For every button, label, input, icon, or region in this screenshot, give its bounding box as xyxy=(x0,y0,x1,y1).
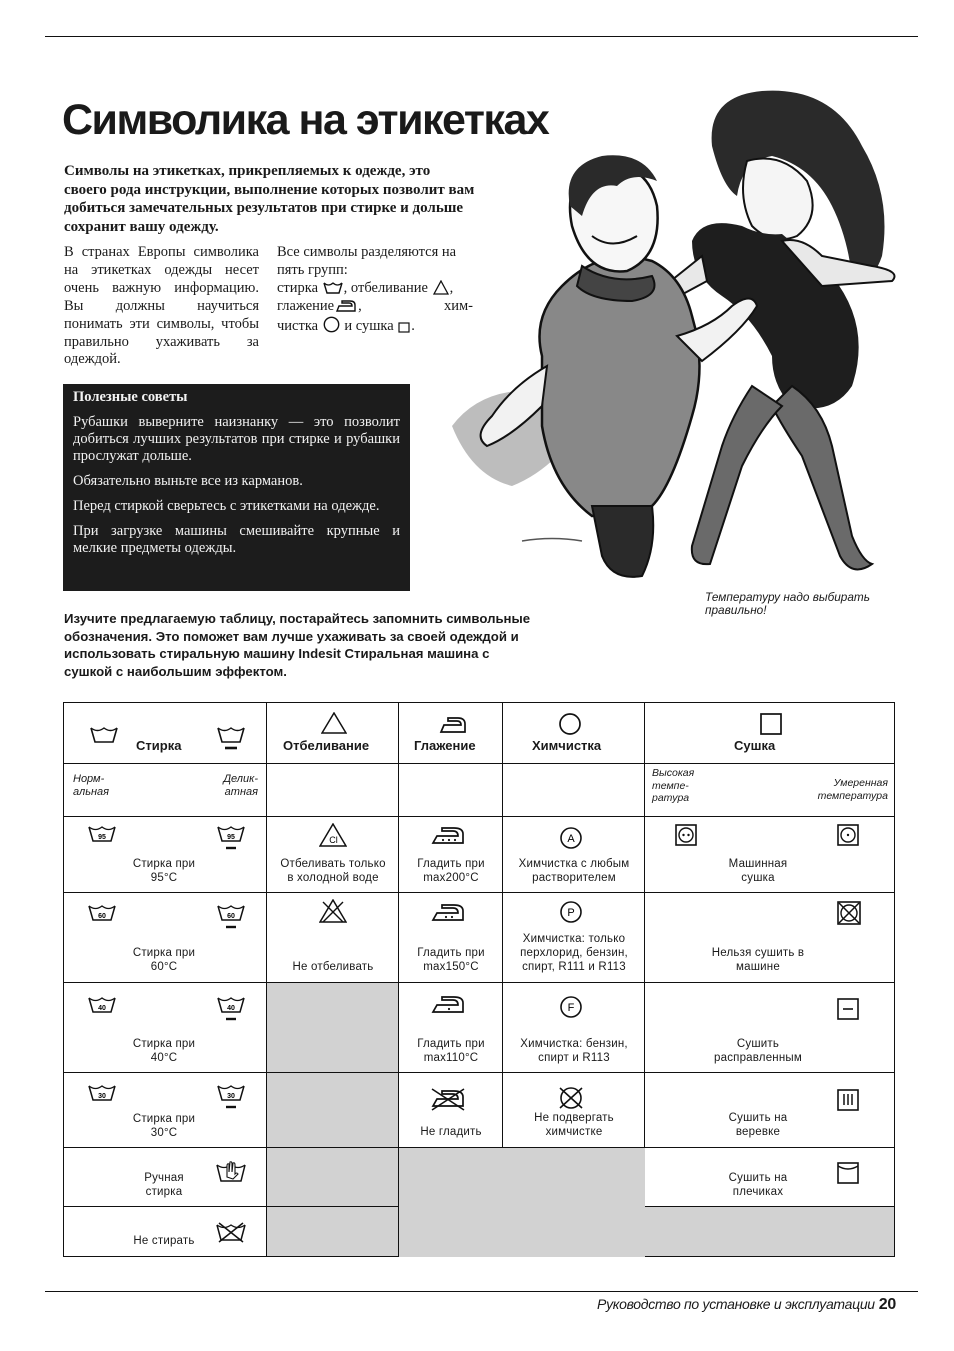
svg-text:95: 95 xyxy=(227,834,235,841)
no-iron-icon xyxy=(430,1087,466,1111)
no-tumble-dry-icon xyxy=(837,901,861,925)
symbol-groups-paragraph xyxy=(277,244,473,336)
dryclean-circle-icon xyxy=(323,316,340,333)
hand-wash-cell xyxy=(64,1148,267,1207)
high-temp-label: Высокая темпе- ратура xyxy=(652,767,695,804)
iron-medium-icon xyxy=(431,903,465,923)
group-bleach: , отбеливание xyxy=(343,279,428,296)
iron-150-cell xyxy=(399,893,503,983)
dry-flat-label: Сушить расправленным xyxy=(714,1038,802,1064)
dryclean-f-cell xyxy=(503,983,645,1073)
wash-tub-icon xyxy=(90,725,118,745)
wash-30-cell xyxy=(64,1073,267,1148)
iron-200-cell xyxy=(399,817,503,893)
groups-line-3: стирка , отбеливание , xyxy=(277,279,454,296)
no-bleach-icon xyxy=(319,899,347,923)
bleach-header: Отбеливание xyxy=(283,738,370,753)
svg-text:40: 40 xyxy=(227,1005,235,1012)
svg-text:P: P xyxy=(567,907,575,919)
table-row xyxy=(64,817,895,893)
dryclean-a-label: Химчистка с любым растворителем xyxy=(518,858,630,884)
no-wash-cell xyxy=(64,1207,267,1257)
tip-item: Обязательно выньте все из карманов. xyxy=(73,473,303,489)
wash-30-normal-icon xyxy=(88,1083,116,1103)
iron-no-label: Не гладить xyxy=(420,1126,482,1138)
normal-wash-label: Норм- альная xyxy=(73,773,110,798)
no-dryclean-icon xyxy=(558,1086,584,1110)
wash-30-delicate-icon xyxy=(217,1083,245,1111)
dry-subheader-cell xyxy=(645,764,895,817)
page-number: 20 xyxy=(878,1296,896,1313)
moderate-temp-label: Умеренная температура xyxy=(817,777,888,802)
tips-heading: Полезные советы xyxy=(73,389,188,405)
intro-paragraph: Символы на этикетках, прикрепляемых к одежде, это своего рода инструкции, выполнение которых позволит вам добиться замечательных результатов при стирке и дольше сохранит вашу одежду. xyxy=(64,163,475,235)
dry-header-cell xyxy=(645,703,895,764)
svg-text:F: F xyxy=(567,1002,575,1014)
svg-text:60: 60 xyxy=(227,913,235,920)
delicate-wash-icon xyxy=(217,725,245,753)
empty-gray-cell xyxy=(503,1148,645,1207)
table-row xyxy=(64,1148,895,1207)
svg-text:30: 30 xyxy=(227,1093,235,1100)
delicate-wash-label: Делик- атная xyxy=(223,773,258,798)
empty-gray-cell xyxy=(267,983,399,1073)
dancing-couple-illustration xyxy=(452,86,922,586)
empty-gray-cell xyxy=(267,1073,399,1148)
table-header-row xyxy=(64,703,895,764)
wash-30-label: Стирка при 30°C xyxy=(132,1113,196,1139)
dry-line-cell xyxy=(645,1073,895,1148)
table-row xyxy=(64,893,895,983)
groups-line-1: Все символы разделяются на xyxy=(277,244,457,260)
dryclean-no-cell xyxy=(503,1073,645,1148)
dry-nomachine-cell xyxy=(645,893,895,983)
bottom-rule xyxy=(45,1291,918,1292)
wash-subheader-cell xyxy=(64,764,267,817)
table-subheader-row xyxy=(64,764,895,817)
wash-40-cell xyxy=(64,983,267,1073)
dry-nomachine-label: Нельзя сушить в машине xyxy=(711,947,805,973)
dryclean-f-label: Химчистка: бензин, спирт и R113 xyxy=(520,1038,628,1064)
wash-40-normal-icon xyxy=(88,995,116,1015)
wash-40-label: Стирка при 40°C xyxy=(132,1038,196,1064)
dry-hanger-cell xyxy=(645,1148,895,1207)
tip-item: Перед стиркой сверьтесь с этикетками на одежде. xyxy=(73,498,380,514)
svg-text:A: A xyxy=(567,833,575,845)
dryclean-a-cell xyxy=(503,817,645,893)
bleach-cold-cell xyxy=(267,817,399,893)
wash-60-label: Стирка при 60°C xyxy=(132,947,196,973)
iron-110-label: Гладить при max110°C xyxy=(417,1038,485,1064)
dryclean-petrol-icon xyxy=(559,995,583,1019)
dryclean-p-label: Химчистка: только перхлорид, бензин, спирт, R111 и R113 xyxy=(520,933,628,973)
wash-60-cell xyxy=(64,893,267,983)
footer-manual-title: Руководство по установке и эксплуатации xyxy=(597,1296,875,1312)
table-row xyxy=(64,1207,895,1257)
dry-line-label: Сушить на веревке xyxy=(728,1112,788,1138)
iron-200-label: Гладить при max200°C xyxy=(417,858,485,884)
tumble-dry-high-icon xyxy=(675,824,697,846)
empty-gray-cell xyxy=(267,1207,399,1257)
tumble-dry-low-icon xyxy=(837,824,859,846)
iron-110-cell xyxy=(399,983,503,1073)
svg-text:30: 30 xyxy=(98,1093,106,1100)
dry-hanger-label: Сушить на плечиках xyxy=(728,1172,788,1198)
study-table-paragraph: Изучите предлагаемую таблицу, постарайтесь запомнить символьные обозначения. Это поможет вам лучше ухаживать за своей одеждой и использовать стиральную машину Indesit Стиральная машина с сушкой с наибольшим эффектом. xyxy=(64,611,531,679)
iron-header: Глажение xyxy=(414,738,476,753)
table-row xyxy=(64,1073,895,1148)
bleach-chlorine-icon xyxy=(319,823,347,847)
dry-header: Сушка xyxy=(734,738,776,753)
iron-header-cell xyxy=(399,703,503,764)
top-rule xyxy=(45,36,918,37)
groups-line-2: пять групп: xyxy=(277,261,348,278)
svg-text:60: 60 xyxy=(98,913,106,920)
wash-header-cell xyxy=(64,703,267,764)
wash-95-delicate-icon xyxy=(217,824,245,852)
empty-cell xyxy=(399,764,503,817)
hand-wash-icon xyxy=(216,1160,246,1186)
dryclean-perchlor-icon xyxy=(559,900,583,924)
line-dry-icon xyxy=(837,1089,859,1111)
footer xyxy=(597,1296,896,1314)
empty-gray-cell xyxy=(503,1207,645,1257)
svg-text:40: 40 xyxy=(98,1005,106,1012)
no-wash-icon xyxy=(216,1221,246,1243)
table-row xyxy=(64,983,895,1073)
empty-gray-cell xyxy=(399,1148,503,1207)
bleach-header-cell xyxy=(267,703,399,764)
dry-square-icon xyxy=(760,713,782,735)
dryclean-header: Химчистка xyxy=(532,738,602,753)
tip-item: При загрузке машины смешивайте крупные и мелкие предметы одежды. xyxy=(73,523,400,556)
iron-no-cell xyxy=(399,1073,503,1148)
iron-hot-icon xyxy=(431,826,465,846)
bleach-no-cell xyxy=(267,893,399,983)
wash-95-label: Стирка при 95°C xyxy=(132,858,196,884)
bleach-cold-label: Отбеливать только в холодной воде xyxy=(280,858,386,884)
empty-gray-cell xyxy=(645,1207,895,1257)
wash-60-normal-icon xyxy=(88,903,116,923)
care-symbols-table xyxy=(63,702,895,1257)
wash-95-normal-icon xyxy=(88,824,116,844)
page-title: Символика на этикетках xyxy=(62,96,549,144)
no-wash-label: Не стирать xyxy=(133,1235,195,1247)
dryclean-p-cell xyxy=(503,893,645,983)
groups-line-5: чистка и сушка . xyxy=(277,317,415,334)
dry-flat-icon xyxy=(837,998,859,1020)
svg-text:95: 95 xyxy=(98,834,106,841)
hand-wash-label: Ручная стирка xyxy=(144,1172,184,1198)
wash-header: Стирка xyxy=(136,738,182,753)
dry-machine-label: Машинная сушка xyxy=(728,858,788,884)
wash-95-cell xyxy=(64,817,267,893)
empty-gray-cell xyxy=(267,1148,399,1207)
dry-square-icon xyxy=(398,321,410,333)
dryclean-any-solvent-icon xyxy=(559,826,583,850)
iron-150-label: Гладить при max150°C xyxy=(417,947,485,973)
wash-tub-icon xyxy=(323,281,343,295)
empty-cell xyxy=(267,764,399,817)
group-iron: глажение xyxy=(277,297,335,314)
useful-tips-box xyxy=(63,384,410,591)
bleach-triangle-icon xyxy=(433,280,449,295)
tip-item: Рубашки выверните наизнанку — это позволит добиться лучших результатов при стирке и рубашки прослужат дольше. xyxy=(73,414,400,464)
iron-icon xyxy=(335,299,357,313)
group-dry: и сушка xyxy=(344,317,394,334)
dryclean-no-label: Не подвергать химчистке xyxy=(534,1112,614,1138)
iron-icon xyxy=(439,716,467,734)
group-wash: стирка xyxy=(277,279,319,296)
dry-flat-cell xyxy=(645,983,895,1073)
wash-40-delicate-icon xyxy=(217,995,245,1023)
dry-machine-cell xyxy=(645,817,895,893)
group-dryclean: хим- xyxy=(443,297,473,314)
empty-cell xyxy=(503,764,645,817)
europe-paragraph: В странах Европы символика на этикетках одежды несет очень важную информацию. Вы должны научиться понимать эти символы, чтобы правильно ухаживать за одеждой. xyxy=(64,244,259,368)
dryclean-circle-icon xyxy=(558,712,582,736)
dryclean-header-cell xyxy=(503,703,645,764)
empty-gray-cell xyxy=(399,1207,503,1257)
groups-line-4: глажение , хим- xyxy=(277,297,473,314)
illustration-caption: Температуру надо выбирать правильно! xyxy=(705,590,870,617)
iron-low-icon xyxy=(431,995,465,1015)
svg-text:Cl: Cl xyxy=(329,835,338,845)
bleach-triangle-icon xyxy=(321,712,347,734)
wash-60-delicate-icon xyxy=(217,903,245,931)
bleach-no-label: Не отбеливать xyxy=(292,961,374,973)
